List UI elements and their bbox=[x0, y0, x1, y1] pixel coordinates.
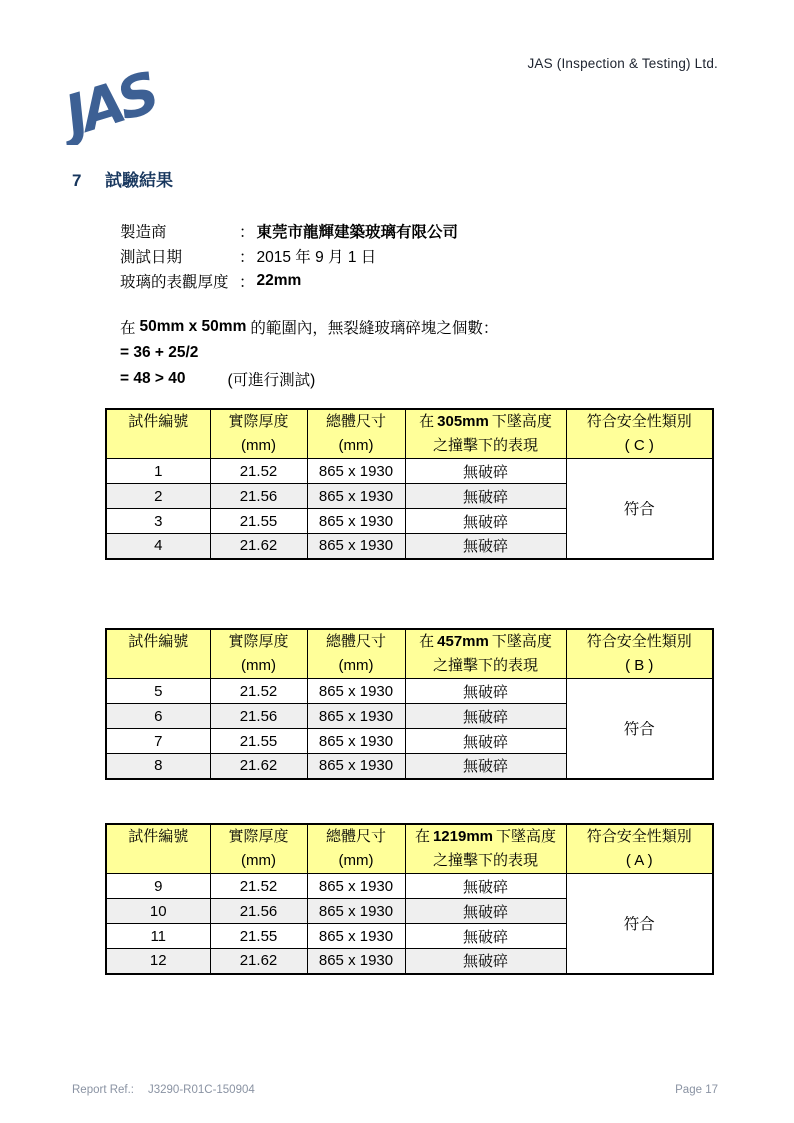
thickness: 21.52 bbox=[210, 874, 307, 899]
note-calculation: = 36 + 25/2 bbox=[120, 344, 199, 361]
performance: 無破碎 bbox=[405, 874, 566, 899]
svg-text:JAS: JAS bbox=[57, 61, 163, 145]
size: 865 x 1930 bbox=[307, 679, 405, 704]
specimen-no: 5 bbox=[106, 679, 210, 704]
col-specimen-no: 試件編號 bbox=[106, 824, 210, 874]
results-table-305mm bbox=[105, 408, 714, 560]
performance: 無破碎 bbox=[405, 729, 566, 754]
col-actual-thickness: 實際厚度 (mm) bbox=[210, 409, 307, 459]
compliance-result: 符合 bbox=[566, 459, 713, 559]
table-row bbox=[106, 874, 713, 899]
manufacturer-value: 東莞市龍輝建築玻璃有限公司 bbox=[256, 223, 459, 241]
jas-logo-icon bbox=[55, 45, 195, 145]
thickness: 21.62 bbox=[210, 534, 307, 559]
info-row-manufacturer bbox=[120, 218, 458, 243]
col-safety-class: 符合安全性類別 ( A ) bbox=[566, 824, 713, 874]
specimen-no: 3 bbox=[106, 509, 210, 534]
specimen-no: 10 bbox=[106, 899, 210, 924]
note-line1-prefix: 在 bbox=[120, 320, 136, 337]
thickness: 21.55 bbox=[210, 509, 307, 534]
performance: 無破碎 bbox=[405, 899, 566, 924]
note-line-1 bbox=[120, 314, 498, 340]
size: 865 x 1930 bbox=[307, 509, 405, 534]
col-overall-size: 總體尺寸 (mm) bbox=[307, 629, 405, 679]
specimen-no: 1 bbox=[106, 459, 210, 484]
report-ref bbox=[72, 1084, 255, 1096]
performance: 無破碎 bbox=[405, 949, 566, 974]
note-line-2 bbox=[120, 340, 498, 366]
colon: ： bbox=[239, 223, 255, 241]
col-specimen-no: 試件編號 bbox=[106, 409, 210, 459]
size: 865 x 1930 bbox=[307, 459, 405, 484]
col-actual-thickness: 實際厚度 (mm) bbox=[210, 629, 307, 679]
col-safety-class: 符合安全性類別 ( C ) bbox=[566, 409, 713, 459]
col-overall-size: 總體尺寸 (mm) bbox=[307, 409, 405, 459]
col-safety-class: 符合安全性類別 ( B ) bbox=[566, 629, 713, 679]
report-ref-value: J3290-R01C-150904 bbox=[148, 1084, 255, 1096]
size: 865 x 1930 bbox=[307, 899, 405, 924]
performance: 無破碎 bbox=[405, 704, 566, 729]
performance: 無破碎 bbox=[405, 754, 566, 779]
specimen-no: 2 bbox=[106, 484, 210, 509]
note-result: = 48 > 40 bbox=[120, 370, 186, 387]
page-number: Page 17 bbox=[675, 1084, 718, 1096]
manufacturer-label: 製造商 bbox=[120, 223, 167, 241]
report-ref-label: Report Ref.: bbox=[72, 1084, 134, 1096]
note-line1-suffix: 的範圍內，無裂縫玻璃碎塊之個數： bbox=[250, 320, 499, 337]
section-heading bbox=[72, 166, 173, 191]
thickness: 21.56 bbox=[210, 484, 307, 509]
table-row bbox=[106, 679, 713, 704]
test-date-label: 測試日期 bbox=[120, 248, 183, 266]
table-header-row bbox=[106, 629, 713, 679]
col-drop-performance: 在 305mm 下墜高度 之撞擊下的表現 bbox=[405, 409, 566, 459]
size: 865 x 1930 bbox=[307, 924, 405, 949]
thickness: 21.55 bbox=[210, 924, 307, 949]
specimen-no: 4 bbox=[106, 534, 210, 559]
col-actual-thickness: 實際厚度 (mm) bbox=[210, 824, 307, 874]
colon: ： bbox=[239, 248, 255, 266]
test-date-value: 2015 年 9 月 1 日 bbox=[256, 248, 377, 266]
jas-logo-svg bbox=[55, 45, 195, 145]
col-specimen-no: 試件編號 bbox=[106, 629, 210, 679]
compliance-result: 符合 bbox=[566, 874, 713, 974]
size: 865 x 1930 bbox=[307, 534, 405, 559]
thickness: 21.56 bbox=[210, 704, 307, 729]
section-title: 試驗結果 bbox=[105, 171, 173, 190]
specimen-no: 12 bbox=[106, 949, 210, 974]
note-line1-range: 50mm x 50mm bbox=[139, 318, 247, 335]
specimen-no: 11 bbox=[106, 924, 210, 949]
size: 865 x 1930 bbox=[307, 484, 405, 509]
col-overall-size: 總體尺寸 (mm) bbox=[307, 824, 405, 874]
compliance-result: 符合 bbox=[566, 679, 713, 779]
performance: 無破碎 bbox=[405, 484, 566, 509]
table-row bbox=[106, 459, 713, 484]
performance: 無破碎 bbox=[405, 679, 566, 704]
thickness: 21.56 bbox=[210, 899, 307, 924]
info-row-test-date bbox=[120, 243, 458, 268]
size: 865 x 1930 bbox=[307, 874, 405, 899]
thickness: 21.62 bbox=[210, 949, 307, 974]
note-remark: (可進行測試) bbox=[227, 372, 316, 389]
results-table-457mm bbox=[105, 628, 714, 780]
section-number: 7 bbox=[72, 171, 82, 190]
performance: 無破碎 bbox=[405, 509, 566, 534]
fragment-count-note bbox=[120, 314, 498, 392]
specimen-no: 9 bbox=[106, 874, 210, 899]
performance: 無破碎 bbox=[405, 924, 566, 949]
info-row-glass-thickness bbox=[120, 268, 458, 293]
company-name: JAS (Inspection & Testing) Ltd. bbox=[527, 56, 718, 71]
info-block bbox=[120, 218, 458, 293]
specimen-no: 8 bbox=[106, 754, 210, 779]
size: 865 x 1930 bbox=[307, 949, 405, 974]
glass-thickness-value: 22mm bbox=[256, 271, 302, 289]
performance: 無破碎 bbox=[405, 534, 566, 559]
table-header-row bbox=[106, 824, 713, 874]
specimen-no: 6 bbox=[106, 704, 210, 729]
colon: ： bbox=[239, 273, 255, 291]
table-header-row bbox=[106, 409, 713, 459]
thickness: 21.55 bbox=[210, 729, 307, 754]
thickness: 21.52 bbox=[210, 459, 307, 484]
thickness: 21.62 bbox=[210, 754, 307, 779]
results-table-1219mm bbox=[105, 823, 714, 975]
col-drop-performance: 在 457mm 下墜高度 之撞擊下的表現 bbox=[405, 629, 566, 679]
size: 865 x 1930 bbox=[307, 704, 405, 729]
page-footer bbox=[72, 1084, 718, 1096]
thickness: 21.52 bbox=[210, 679, 307, 704]
performance: 無破碎 bbox=[405, 459, 566, 484]
size: 865 x 1930 bbox=[307, 754, 405, 779]
size: 865 x 1930 bbox=[307, 729, 405, 754]
glass-thickness-label: 玻璃的表觀厚度 bbox=[120, 273, 229, 291]
specimen-no: 7 bbox=[106, 729, 210, 754]
note-line-3 bbox=[120, 366, 498, 392]
col-drop-performance: 在 1219mm 下墜高度 之撞擊下的表現 bbox=[405, 824, 566, 874]
